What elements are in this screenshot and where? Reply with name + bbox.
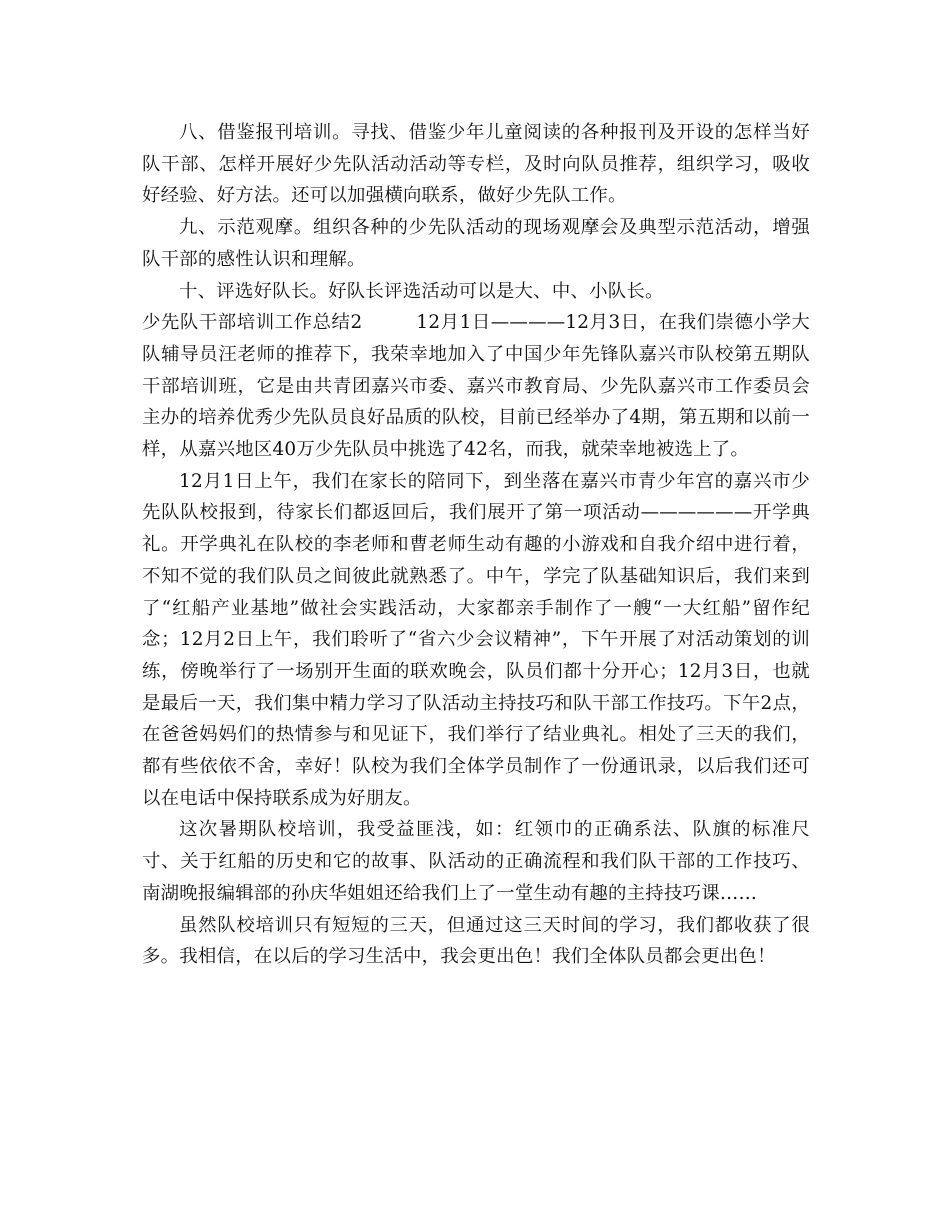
paragraph-9: 九、示范观摩。组织各种的少先队活动的现场观摩会及典型示范活动，增强队干部的感性认识和理解。 — [142, 217, 810, 270]
paragraph-summary-2 — [142, 307, 810, 466]
paragraph-benefits: 这次暑期队校培训，我受益匪浅，如：红领巾的正确系法、队旗的标准尺寸、关于红船的历史和它的故事、队活动的正确流程和我们队干部的工作技巧、南湖晚报编辑部的孙庆华姐姐还给我们上了一堂生动有趣的主持技巧课…… — [142, 819, 810, 904]
document-body — [142, 117, 810, 973]
section-intro-text: 12月1日————12月3日，在我们崇德小学大队辅导员汪老师的推荐下，我荣幸地加入了中国少年先锋队嘉兴市队校第五期队干部培训班，它是由共青团嘉兴市委、嘉兴市教育局、少先队嘉兴市工作委员会主办的培养优秀少先队员良好品质的队校，目前已经举办了4期，第五期和以前一样，从嘉兴地区40万少先队员中挑选了42名，而我，就荣幸地被选上了。 — [142, 312, 810, 461]
paragraph-8: 八、借鉴报刊培训。寻找、借鉴少年儿童阅读的各种报刊及开设的怎样当好队干部、怎样开展好少先队活动活动等专栏，及时向队员推荐，组织学习，吸收好经验、好方法。还可以加强横向联系，做好少先队工作。 — [142, 122, 810, 207]
paragraph-conclusion: 虽然队校培训只有短短的三天，但通过这三天时间的学习，我们都收获了很多。我相信，在以后的学习生活中，我会更出色！我们全体队员都会更出色！ — [142, 914, 810, 968]
section-heading: 少先队干部培训工作总结2 — [142, 312, 363, 334]
paragraph-10: 十、评选好队长。好队长评选活动可以是大、中、小队长。 — [179, 280, 664, 302]
paragraph-activities: 12月1日上午，我们在家长的陪同下，到坐落在嘉兴市青少年宫的嘉兴市少先队队校报到，待家长们都返回后，我们展开了第一项活动——————开学典礼。开学典礼在队校的李老师和曹老师生动有趣的小游戏和自我介绍中进行着，不知不觉的我们队员之间彼此就熟悉了。中午，学完了队基础知识后，我们来到了“红船产业基地”做社会实践活动，大家都亲手制作了一艘“一大红船”留作纪念；12月2日上午，我们聆听了“省六少会议精神”，下午开展了对活动策划的训练，傍晚举行了一场别开生面的联欢晚会，队员们都十分开心；12月3日，也就是最后一天，我们集中精力学习了队活动主持技巧和队干部工作技巧。下午2点，在爸爸妈妈们的热情参与和见证下，我们举行了结业典礼。相处了三天的我们，都有些依依不舍，幸好！队校为我们全体学员制作了一份通讯录，以后我们还可以在电话中保持联系成为好朋友。 — [142, 470, 810, 809]
